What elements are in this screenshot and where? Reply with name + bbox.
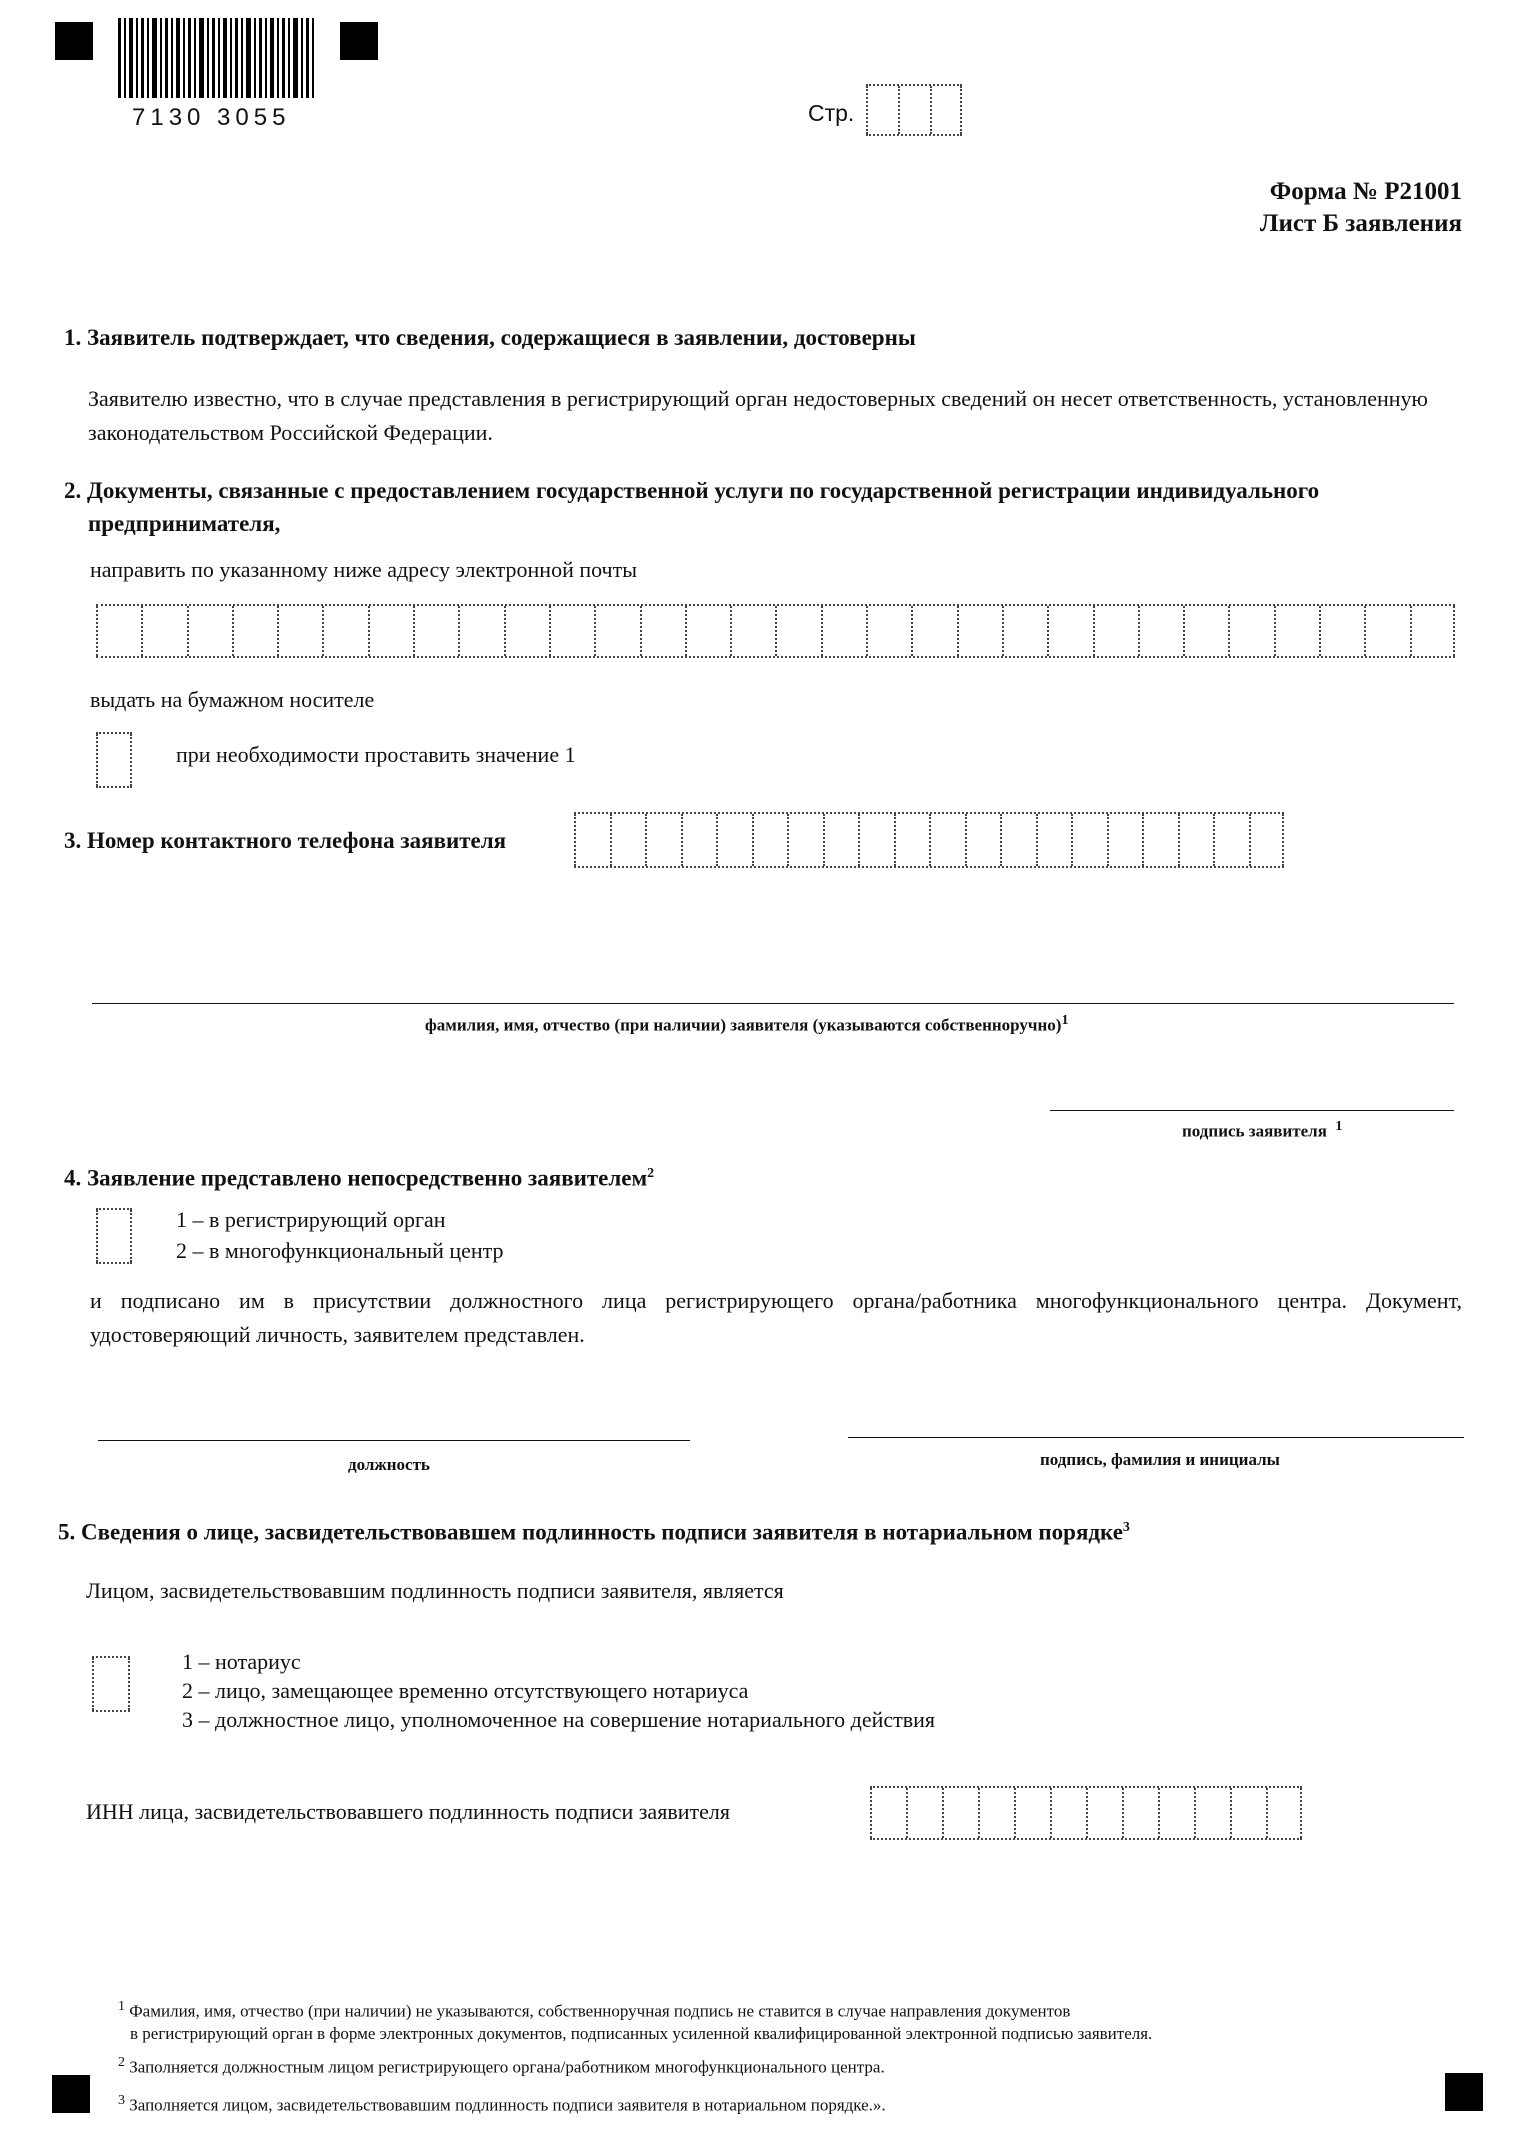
input-cell[interactable] — [870, 1788, 906, 1838]
footnote-3: $^3$ Заполняется лицом, засвидетельствовавшим подлинность подписи заявителя в нотариальном порядке.». — [118, 2093, 886, 2115]
footnote-1: $^1$ Фамилия, имя, отчество (при наличии) не указываются, собственноручная подпись не ставится в случае направления документов в регистрирующий орган в форме электронных документов, подписанных усиленной квалифицированной электронной подписью заявителя. — [118, 1999, 1153, 2043]
input-cell[interactable] — [929, 814, 965, 866]
input-cell[interactable] — [1213, 814, 1249, 866]
input-cell[interactable] — [1107, 814, 1143, 866]
input-cell[interactable] — [858, 814, 894, 866]
section4-option2: 2 – в многофункциональный центр — [176, 1238, 504, 1263]
input-cell[interactable] — [1364, 606, 1409, 656]
input-cell[interactable] — [965, 814, 1001, 866]
input-cell[interactable] — [1194, 1788, 1230, 1838]
input-cell[interactable] — [1142, 814, 1178, 866]
input-cell[interactable] — [1410, 606, 1455, 656]
signature-line[interactable] — [1050, 1110, 1454, 1111]
input-cell[interactable] — [752, 814, 788, 866]
input-cell[interactable] — [957, 606, 1002, 656]
email-cells[interactable] — [96, 604, 1455, 658]
input-cell[interactable] — [610, 814, 646, 866]
section5-option2: 2 – лицо, замещающее временно отсутствующего нотариуса — [182, 1678, 749, 1703]
input-cell[interactable] — [823, 814, 859, 866]
input-cell[interactable] — [322, 606, 367, 656]
input-cell[interactable] — [640, 606, 685, 656]
inn-cells[interactable] — [870, 1786, 1302, 1840]
section1-body: Заявителю известно, что в случае представления в регистрирующий орган недостоверных сведений он несет ответственность, установленную законодательством Российской Федерации. — [88, 386, 1428, 445]
input-cell[interactable] — [685, 606, 730, 656]
input-cell[interactable] — [1178, 814, 1214, 866]
position-caption: должность — [348, 1455, 430, 1474]
input-cell[interactable] — [594, 606, 639, 656]
input-cell[interactable] — [942, 1788, 978, 1838]
input-cell[interactable] — [775, 606, 820, 656]
section5-option1: 1 – нотариус — [182, 1649, 301, 1674]
section4-checkbox[interactable] — [96, 1208, 132, 1264]
input-cell[interactable] — [866, 606, 911, 656]
corner-marker-top-left — [55, 22, 93, 60]
corner-marker-top-right — [340, 22, 378, 60]
input-cell[interactable] — [730, 606, 775, 656]
input-cell[interactable] — [232, 606, 277, 656]
section1-title: 1. Заявитель подтверждает, что сведения, содержащиеся в заявлении, достоверны — [64, 325, 916, 350]
input-cell[interactable] — [1266, 1788, 1302, 1838]
section4-title: 4. Заявление представлено непосредственно заявителем$^2$ — [64, 1165, 655, 1191]
section5-checkbox[interactable] — [92, 1656, 130, 1712]
input-cell[interactable] — [1036, 814, 1072, 866]
fio-caption: фамилия, имя, отчество (при наличии) заявителя (указываются собственноручно)$^1$ — [425, 1013, 1069, 1035]
input-cell[interactable] — [681, 814, 717, 866]
official-signature-caption: подпись, фамилия и инициалы — [1040, 1450, 1280, 1469]
signature-caption: подпись заявителя $^1$ — [1182, 1119, 1343, 1141]
phone-cells[interactable] — [574, 812, 1284, 868]
page-number-cells[interactable] — [866, 84, 962, 136]
input-cell[interactable] — [574, 814, 610, 866]
inn-label: ИНН лица, засвидетельствовавшего подлинность подписи заявителя — [86, 1799, 730, 1824]
section4-body: и подписано им в присутствии должностного лица регистрирующего органа/работника многофункционального центра. Документ, удостоверяющий личность, заявителем представлен. — [90, 1288, 1462, 1347]
input-cell[interactable] — [821, 606, 866, 656]
barcode-number: 7130 3055 — [132, 104, 291, 131]
sheet-title: Лист Б заявления — [1259, 210, 1462, 237]
input-cell[interactable] — [458, 606, 503, 656]
section5-intro: Лицом, засвидетельствовавшим подлинность подписи заявителя, является — [86, 1578, 784, 1603]
fio-line[interactable] — [92, 1003, 1454, 1004]
input-cell[interactable] — [1183, 606, 1228, 656]
input-cell[interactable] — [1158, 1788, 1194, 1838]
corner-marker-bottom-right — [1445, 2073, 1483, 2111]
input-cell[interactable] — [1249, 814, 1285, 866]
barcode — [118, 18, 314, 98]
position-line[interactable] — [98, 1440, 690, 1441]
input-cell[interactable] — [413, 606, 458, 656]
section5-title: 5. Сведения о лице, засвидетельствовавшем подлинность подписи заявителя в нотариальном порядке$^3$ — [58, 1519, 1130, 1545]
email-label: направить по указанному ниже адресу электронной почты — [90, 557, 638, 582]
corner-marker-bottom-left — [52, 2075, 90, 2113]
input-cell[interactable] — [141, 606, 186, 656]
page-label: Стр. — [808, 100, 855, 126]
input-cell[interactable] — [96, 606, 141, 656]
section2-title-line1: 2. Документы, связанные с предоставлением государственной услуги по государственной регистрации индивидуального — [64, 478, 1320, 503]
input-cell[interactable] — [1086, 1788, 1122, 1838]
input-cell[interactable] — [978, 1788, 1014, 1838]
input-cell[interactable] — [1002, 606, 1047, 656]
input-cell[interactable] — [1138, 606, 1183, 656]
input-cell[interactable] — [911, 606, 956, 656]
input-cell[interactable] — [1274, 606, 1319, 656]
input-cell[interactable] — [1047, 606, 1092, 656]
official-signature-line[interactable] — [848, 1437, 1464, 1438]
input-cell[interactable] — [368, 606, 413, 656]
form-number: Форма № Р21001 — [1269, 178, 1462, 205]
input-cell[interactable] — [716, 814, 752, 866]
input-cell[interactable] — [277, 606, 322, 656]
input-cell[interactable] — [645, 814, 681, 866]
section5-option3: 3 – должностное лицо, уполномоченное на совершение нотариального действия — [182, 1707, 936, 1732]
input-cell[interactable] — [187, 606, 232, 656]
input-cell[interactable] — [1000, 814, 1036, 866]
section4-option1: 1 – в регистрирующий орган — [176, 1207, 446, 1232]
input-cell[interactable] — [1319, 606, 1364, 656]
input-cell[interactable] — [1093, 606, 1138, 656]
input-cell[interactable] — [1014, 1788, 1050, 1838]
input-cell[interactable] — [1050, 1788, 1086, 1838]
paper-checkbox[interactable] — [96, 732, 132, 788]
footnote-2: $^2$ Заполняется должностным лицом регистрирующего органа/работником многофункционального центра. — [118, 2055, 885, 2077]
input-cell[interactable] — [1122, 1788, 1158, 1838]
input-cell[interactable] — [504, 606, 549, 656]
section3-title: 3. Номер контактного телефона заявителя — [64, 828, 507, 853]
input-cell[interactable] — [1230, 1788, 1266, 1838]
input-cell[interactable] — [1071, 814, 1107, 866]
section2-title-line2: предпринимателя, — [88, 511, 281, 536]
input-cell[interactable] — [787, 814, 823, 866]
paper-label: выдать на бумажном носителе — [90, 687, 375, 712]
input-cell[interactable] — [549, 606, 594, 656]
paper-hint: при необходимости проставить значение 1 — [176, 742, 576, 767]
input-cell[interactable] — [906, 1788, 942, 1838]
input-cell[interactable] — [894, 814, 930, 866]
input-cell[interactable] — [1228, 606, 1273, 656]
